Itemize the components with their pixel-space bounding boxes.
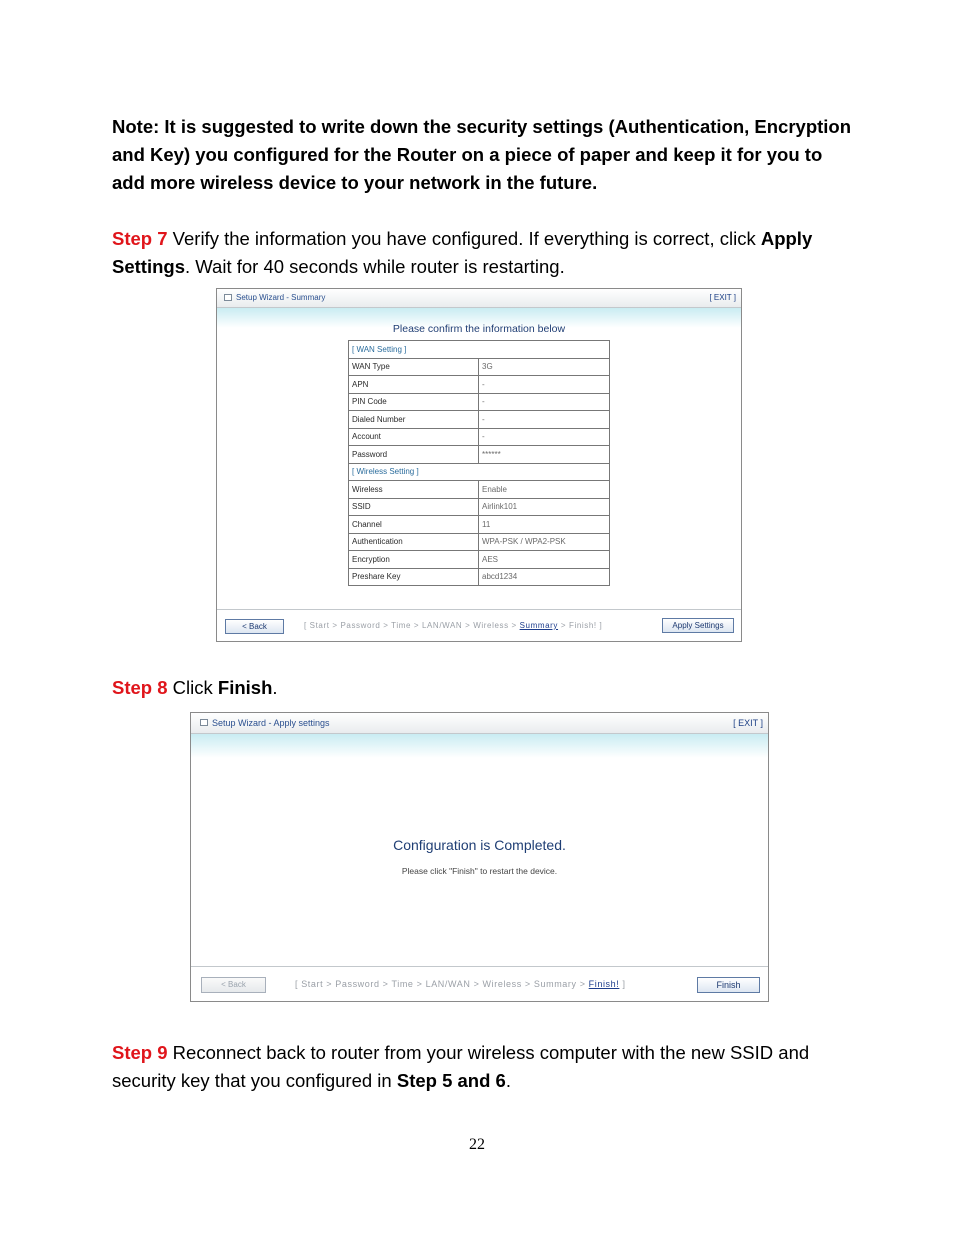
step8-text-end: . [272, 677, 278, 698]
setting-name: Wireless [349, 481, 479, 499]
setting-value: Enable [479, 481, 610, 499]
setting-value: - [479, 376, 610, 394]
breadcrumb-steps: [ Start > Password > Time > LAN/WAN > Wireless > Summary > [295, 979, 589, 989]
completed-instruction: Please click "Finish" to restart the device. [401, 866, 558, 876]
table-row [349, 411, 610, 429]
apply-window-title: Setup Wizard - Apply settings [212, 718, 330, 728]
exit-link[interactable]: [ EXIT ] [709, 293, 736, 302]
summary-window [216, 288, 742, 642]
breadcrumb-current[interactable]: Summary [519, 621, 559, 630]
wireless-section-row [349, 463, 610, 481]
setting-name: Channel [349, 516, 479, 534]
setting-name: SSID [349, 498, 479, 516]
summary-footer [217, 609, 741, 641]
breadcrumb-steps-end: > Finish! ] [558, 621, 603, 630]
back-button[interactable]: < Back [225, 619, 284, 634]
wireless-section-label: [ Wireless Setting ] [349, 463, 610, 481]
table-row [349, 481, 610, 499]
apply-window [190, 712, 769, 1002]
wizard-breadcrumb [304, 621, 602, 630]
breadcrumb-current[interactable]: Finish! [588, 979, 620, 989]
setting-name: Account [349, 428, 479, 446]
setting-value: Airlink101 [479, 498, 610, 516]
step7-paragraph [112, 225, 852, 281]
window-icon [224, 294, 232, 301]
setting-name: Authentication [349, 533, 479, 551]
apply-settings-button[interactable]: Apply Settings [662, 618, 734, 633]
table-row [349, 393, 610, 411]
table-row [349, 358, 610, 376]
setting-name: Dialed Number [349, 411, 479, 429]
table-row [349, 568, 610, 586]
summary-window-title: Setup Wizard - Summary [236, 293, 326, 302]
table-row [349, 533, 610, 551]
step9-bold: Step 5 and 6 [396, 1070, 506, 1091]
setting-value: ****** [479, 446, 610, 464]
step9-paragraph [112, 1039, 852, 1095]
setting-value: AES [479, 551, 610, 569]
window-icon [200, 719, 208, 726]
table-row [349, 551, 610, 569]
setting-name: Encryption [349, 551, 479, 569]
step8-bold: Finish [217, 677, 273, 698]
breadcrumb-steps-end: ] [619, 979, 626, 989]
apply-titlebar [191, 713, 768, 734]
setting-value: - [479, 428, 610, 446]
step9-text: Reconnect back to router from your wireless computer with the new SSID and security key that you configured in [112, 1042, 810, 1091]
back-button: < Back [201, 977, 266, 993]
completed-heading: Configuration is Completed. [393, 837, 566, 853]
step7-text: Verify the information you have configured. If everything is correct, click [167, 228, 761, 249]
exit-link[interactable]: [ EXIT ] [733, 718, 763, 728]
summary-heading: Please confirm the information below [392, 323, 566, 335]
setting-value: - [479, 393, 610, 411]
setting-value: 11 [479, 516, 610, 534]
table-row [349, 428, 610, 446]
finish-button[interactable]: Finish [697, 977, 760, 993]
step7-label: Step 7 [112, 228, 168, 249]
breadcrumb-steps: [ Start > Password > Time > LAN/WAN > Wireless > [304, 621, 520, 630]
step8-text: Click [167, 677, 218, 698]
table-row [349, 376, 610, 394]
header-band [191, 734, 768, 758]
setting-value: WPA-PSK / WPA2-PSK [479, 533, 610, 551]
setting-value: 3G [479, 358, 610, 376]
wan-section-row [349, 341, 610, 359]
wizard-breadcrumb [295, 979, 626, 989]
note-paragraph: Note: It is suggested to write down the security settings (Authentication, Encryption and Key) you configured for the Router on a piece of paper and keep it for you to add more wireless device to your network in the future. [112, 116, 852, 193]
setting-name: WAN Type [349, 358, 479, 376]
table-row [349, 498, 610, 516]
setting-value: abcd1234 [479, 568, 610, 586]
step9-text-end: . [505, 1070, 511, 1091]
setting-name: APN [349, 376, 479, 394]
page-number: 22 [469, 1136, 485, 1153]
summary-titlebar [217, 289, 741, 308]
setting-name: PIN Code [349, 393, 479, 411]
wan-section-label: [ WAN Setting ] [349, 341, 610, 359]
step7-bold: Apply Settings [112, 228, 813, 277]
setting-name: Preshare Key [349, 568, 479, 586]
summary-table [348, 340, 610, 586]
step7-text-end: . Wait for 40 seconds while router is restarting. [184, 256, 565, 277]
apply-footer [191, 966, 768, 1001]
step9-label: Step 9 [112, 1042, 168, 1063]
table-row [349, 446, 610, 464]
setting-value: - [479, 411, 610, 429]
setting-name: Password [349, 446, 479, 464]
table-row [349, 516, 610, 534]
step8-label: Step 8 [112, 677, 168, 698]
step8-paragraph [112, 674, 852, 702]
